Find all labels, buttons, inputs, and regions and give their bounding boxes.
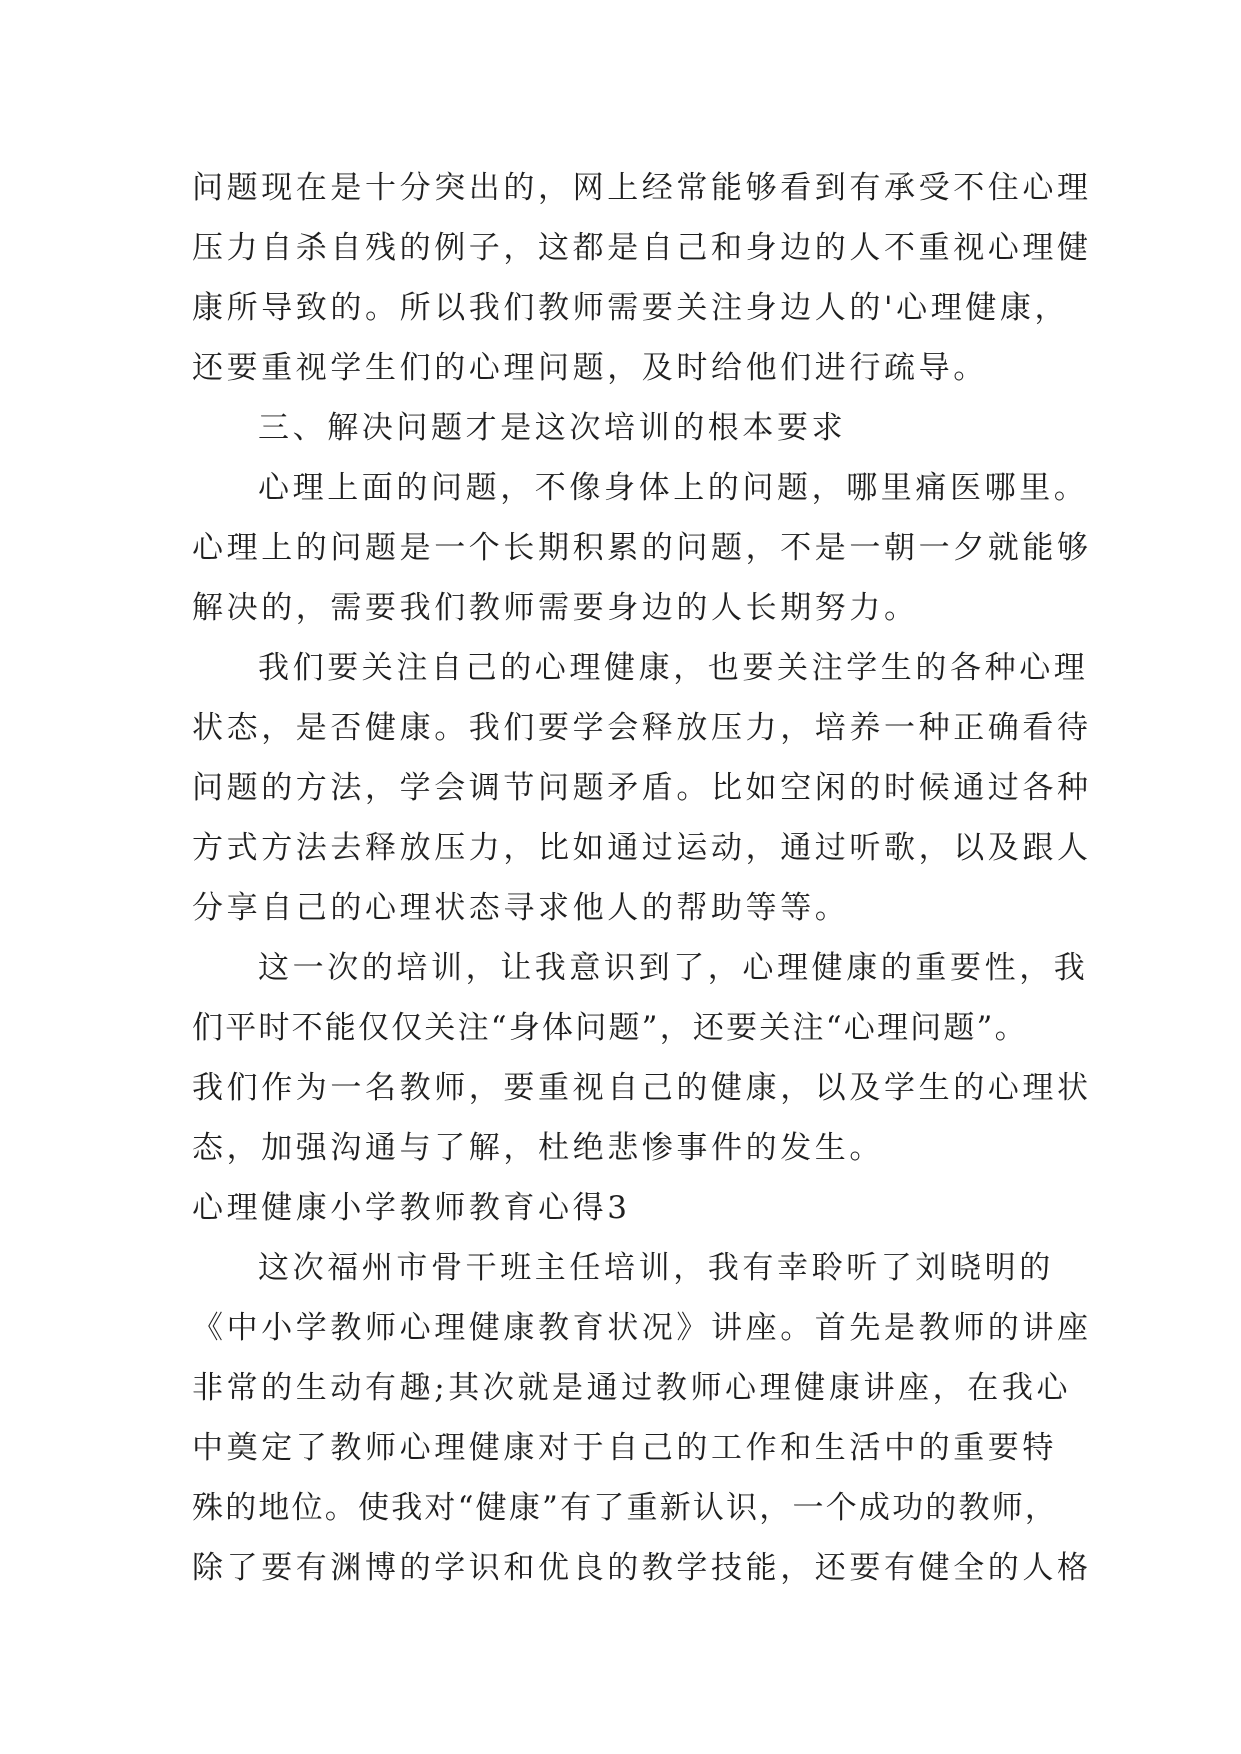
text-line: 分享自己的心理状态寻求他人的帮助等等。 bbox=[192, 890, 850, 926]
text-line: 问题现在是十分突出的，网上经常能够看到有承受不住心理 bbox=[192, 170, 1092, 206]
text-line: 状态，是否健康。我们要学会释放压力，培养一种正确看待 bbox=[192, 710, 1092, 746]
text-line: 们平时不能仅仅关注“身体问题”，还要关注“心理问题”。 bbox=[192, 1010, 1028, 1046]
text-line: 《中小学教师心理健康教育状况》讲座。首先是教师的讲座 bbox=[192, 1310, 1092, 1346]
text-line: 我们作为一名教师，要重视自己的健康，以及学生的心理状 bbox=[192, 1070, 1092, 1106]
text-line: 中奠定了教师心理健康对于自己的工作和生活中的重要特 bbox=[192, 1430, 1057, 1466]
text-line: 殊的地位。使我对“健康”有了重新认识，一个成功的教师， bbox=[192, 1490, 1059, 1526]
section-heading: 三、解决问题才是这次培训的根本要求 bbox=[258, 410, 847, 446]
text-line: 这次福州市骨干班主任培训，我有幸聆听了刘晓明的 bbox=[258, 1250, 1054, 1286]
text-line: 这一次的培训，让我意识到了，心理健康的重要性，我 bbox=[258, 950, 1089, 986]
text-line: 康所导致的。所以我们教师需要关注身边人的'心理健康， bbox=[192, 290, 1070, 326]
text-line: 心理上的问题是一个长期积累的问题，不是一朝一夕就能够 bbox=[192, 530, 1092, 566]
text-line: 非常的生动有趣;其次就是通过教师心理健康讲座，在我心 bbox=[192, 1370, 1072, 1406]
text-line: 还要重视学生们的心理问题，及时给他们进行疏导。 bbox=[192, 350, 988, 386]
text-line: 方式方法去释放压力，比如通过运动，通过听歌，以及跟人 bbox=[192, 830, 1092, 866]
article-title: 心理健康小学教师教育心得3 bbox=[192, 1190, 631, 1226]
text-line: 除了要有渊博的学识和优良的教学技能，还要有健全的人格 bbox=[192, 1550, 1092, 1586]
text-line: 压力自杀自残的例子，这都是自己和身边的人不重视心理健 bbox=[192, 230, 1092, 266]
text-line: 态，加强沟通与了解，杜绝悲惨事件的发生。 bbox=[192, 1130, 884, 1166]
text-line: 解决的，需要我们教师需要身边的人长期努力。 bbox=[192, 590, 919, 626]
document-body bbox=[192, 158, 1092, 1598]
text-line: 问题的方法，学会调节问题矛盾。比如空闲的时候通过各种 bbox=[192, 770, 1092, 806]
text-line: 我们要关注自己的心理健康，也要关注学生的各种心理 bbox=[258, 650, 1089, 686]
text-line: 心理上面的问题，不像身体上的问题，哪里痛医哪里。 bbox=[258, 470, 1089, 506]
